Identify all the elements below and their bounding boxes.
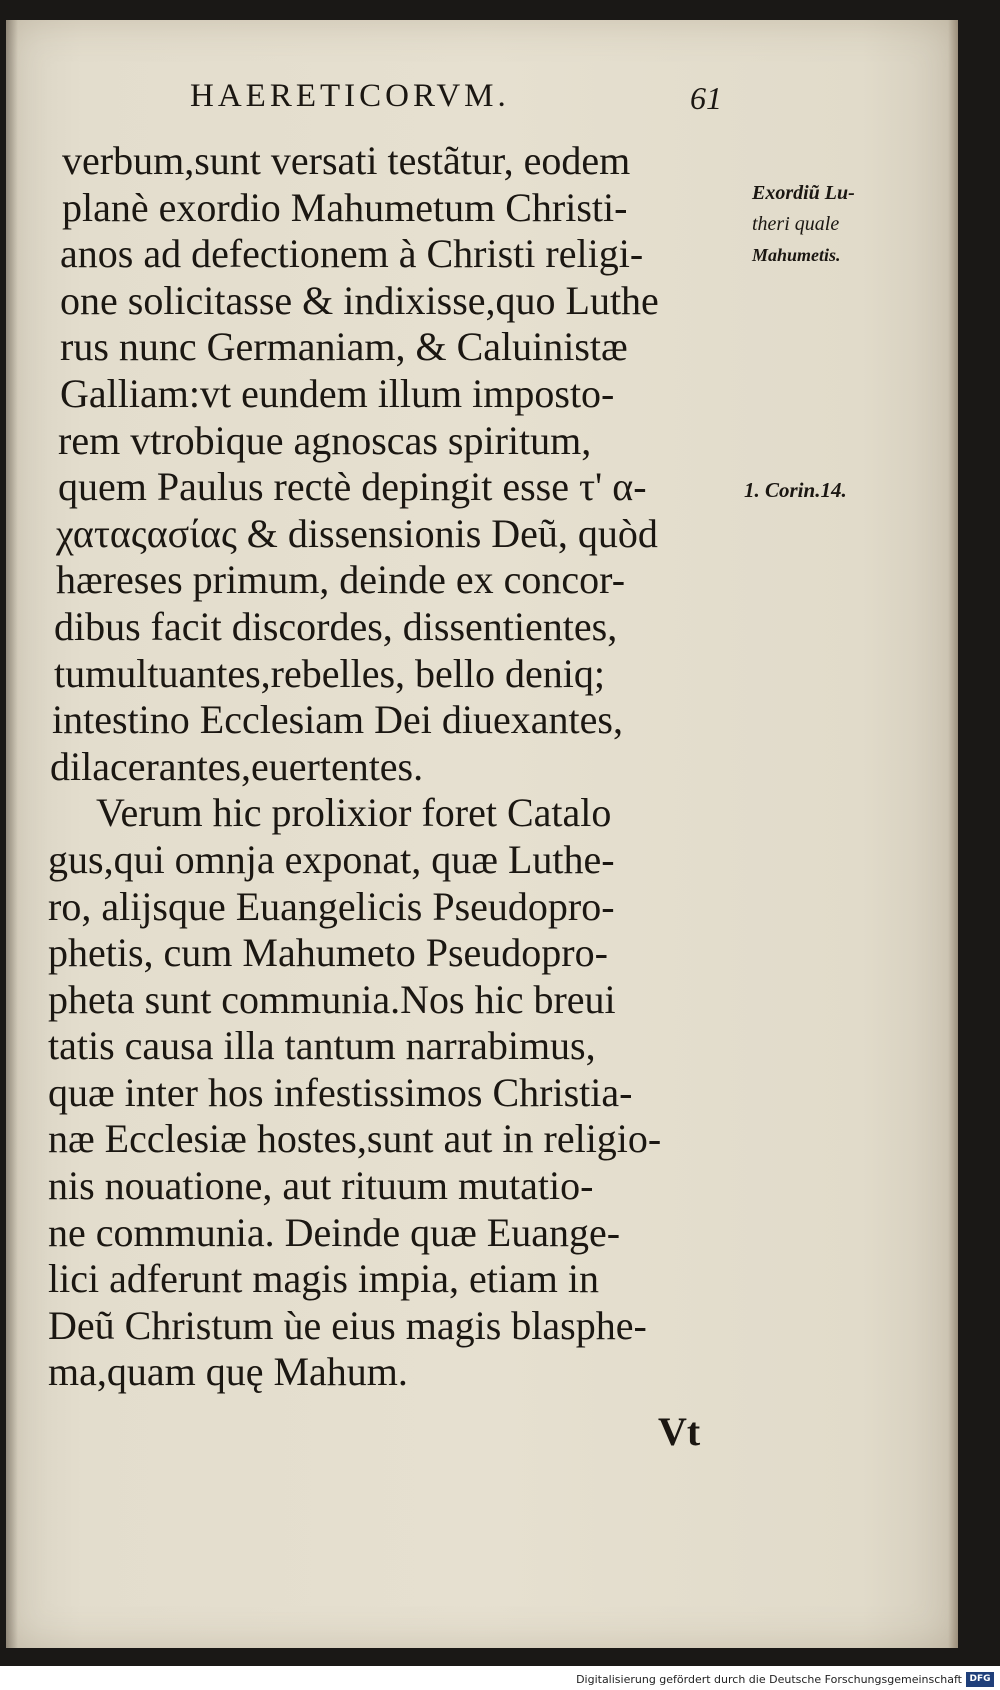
- page-number: 61: [690, 80, 722, 116]
- page-edge-shadow: [948, 20, 958, 1648]
- text-line: rem vtrobique agnoscas spiritum,: [58, 417, 592, 463]
- text-line: dibus facit discordes, dissentientes,: [54, 603, 618, 649]
- text-line: one solicitasse & indixisse,quo Luthe: [60, 277, 659, 323]
- text-line: verbum,sunt versati testãtur, eodem: [62, 138, 631, 183]
- gutter-shadow: [6, 20, 18, 1648]
- text-line: tatis causa illa tantum narrabimus,: [48, 1023, 596, 1069]
- text-line: tumultuantes,rebelles, bello deniq;: [54, 650, 605, 696]
- text-line: hæreses primum, deinde ex concor-: [56, 557, 626, 603]
- text-line: gus,qui omnja exponat, quæ Luthe-: [48, 836, 615, 882]
- text-line: ne communia. Deinde quæ Euange-: [48, 1209, 621, 1255]
- digitization-footer: [0, 1666, 1000, 1690]
- body-text: [48, 138, 748, 1396]
- text-line: ma,quam quę Mahum.: [48, 1349, 408, 1395]
- text-line: Galliam:vt eundem illum imposto-: [60, 370, 615, 416]
- text-line: anos ad defectionem à Christi religi-: [60, 231, 644, 277]
- text-line: Deũ Christum ùe eius magis blasphe-: [48, 1302, 647, 1348]
- marginal-note-line: Exordiũ Lu-: [752, 182, 855, 204]
- text-line: quem Paulus rectè depingit esse τ' α-: [58, 464, 647, 510]
- marginal-note-line: theri quale: [752, 213, 840, 235]
- text-line: quæ inter hos infestissimos Christia-: [48, 1069, 633, 1115]
- text-line: nis nouatione, aut rituum mutatio-: [48, 1163, 594, 1209]
- text-line: næ Ecclesiæ hostes,sunt aut in religio-: [48, 1116, 662, 1162]
- text-line: phetis, cum Mahumeto Pseudopro-: [48, 930, 608, 976]
- marginal-note-line: Mahumetis.: [752, 245, 841, 265]
- dfg-logo-icon: DFG: [966, 1672, 994, 1687]
- text-line: ro, alijsque Euangelicis Pseudopro-: [48, 883, 615, 929]
- running-head: HAERETICORVM.: [190, 78, 510, 114]
- text-line: χαταςασίας & dissensionis Deũ, quòd: [56, 510, 658, 556]
- catchword: Vt: [658, 1409, 701, 1454]
- text-line: lici adferunt magis impia, etiam in: [48, 1256, 599, 1302]
- text-line: pheta sunt communia.Nos hic breui: [48, 976, 616, 1022]
- marginal-note-exordium: [752, 178, 902, 271]
- text-line: Verum hic prolixior foret Catalo: [96, 790, 612, 836]
- footer-credit: Digitalisierung gefördert durch die Deutsche Forschungsgemeinschaft: [576, 1673, 962, 1686]
- text-line: rus nunc Germaniam, & Caluinistæ: [60, 324, 628, 370]
- text-line: planè exordio Mahumetum Christi-: [62, 184, 628, 230]
- text-line: dilacerantes,euertentes.: [50, 743, 424, 789]
- marginal-note-corinthians: 1. Corin.14.: [744, 478, 847, 502]
- text-line: intestino Ecclesiam Dei diuexantes,: [52, 697, 623, 743]
